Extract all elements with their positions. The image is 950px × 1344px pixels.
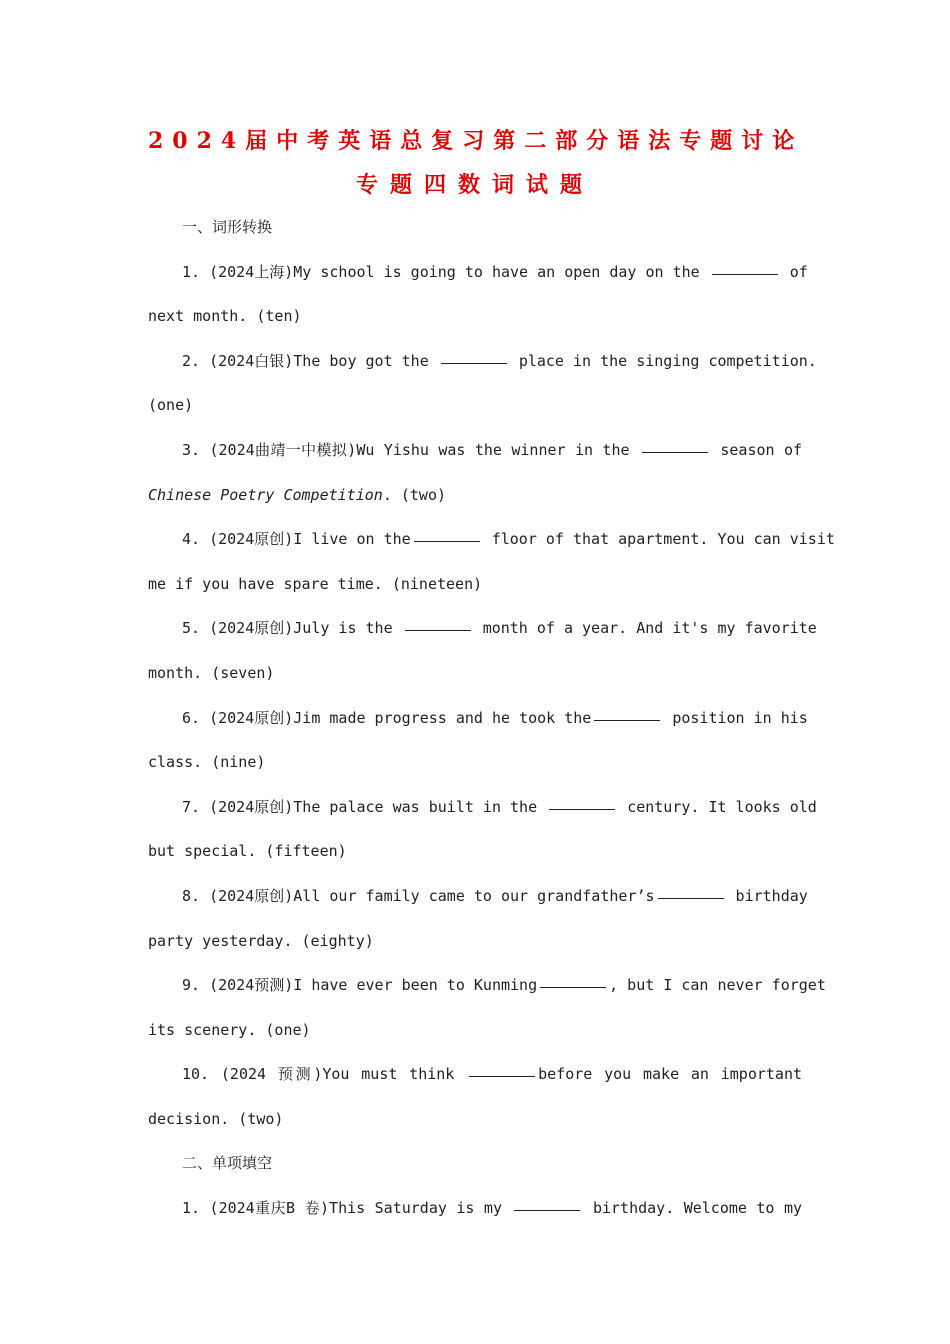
- question-continuation: month. (seven): [148, 663, 275, 682]
- answer-blank: [514, 1209, 580, 1211]
- question-continuation: class. (nine): [148, 753, 266, 772]
- answer-blank: [405, 629, 471, 631]
- answer-blank: [658, 897, 724, 899]
- question-continuation: Chinese Poetry Competition. (two): [148, 485, 447, 504]
- question-line: 6. (2024原创)Jim made progress and he took the position in his: [182, 708, 808, 727]
- answer-blank: [469, 1075, 535, 1077]
- answer-blank: [549, 808, 615, 810]
- answer-blank: [540, 986, 606, 988]
- question-line: 9. (2024预测)I have ever been to Kunming , but I can never forget: [182, 976, 826, 995]
- question-line: 7. (2024原创)The palace was built in the century. It looks old: [182, 797, 817, 816]
- question-continuation: next month. (ten): [148, 307, 302, 326]
- question-line: 8. (2024原创)All our family came to our grandfather’s birthday: [182, 886, 808, 905]
- question-continuation: party yesterday. (eighty): [148, 931, 374, 950]
- answer-blank: [414, 540, 480, 542]
- question-continuation: decision. (two): [148, 1109, 284, 1128]
- question-line: 2. (2024白银)The boy got the place in the singing competition.: [182, 351, 817, 370]
- document-title-line1: 2024届中考英语总复习第二部分语法专题讨论: [148, 128, 804, 154]
- answer-blank: [642, 451, 708, 453]
- question-line: 1. (2024重庆B 卷)This Saturday is my birthday. Welcome to my: [182, 1199, 803, 1218]
- question-continuation: but special. (fifteen): [148, 842, 347, 861]
- section-heading-word-forms: 一、词形转换: [182, 218, 273, 236]
- question-continuation: me if you have spare time. (nineteen): [148, 574, 483, 593]
- question-line: 3. (2024曲靖一中模拟)Wu Yishu was the winner in the season of: [182, 440, 803, 459]
- answer-blank: [594, 719, 660, 721]
- question-continuation: (one): [148, 396, 194, 415]
- question-line: 5. (2024原创)July is the month of a year. And it's my favorite: [182, 619, 817, 638]
- answer-blank: [441, 362, 507, 364]
- document-body: [148, 205, 835, 1231]
- section-heading-multiple-choice: 二、单项填空: [182, 1154, 273, 1173]
- answer-blank: [712, 273, 778, 275]
- document-title-line2: 专题四数词试题: [355, 172, 594, 198]
- question-line: 10. (2024 预测)You must think before you make an important: [182, 1065, 803, 1084]
- question-continuation: its scenery. (one): [148, 1020, 311, 1039]
- question-line: 1. (2024上海)My school is going to have an open day on the of: [182, 262, 808, 281]
- question-line: 4. (2024原创)I live on the floor of that apartment. You can visit: [182, 530, 835, 549]
